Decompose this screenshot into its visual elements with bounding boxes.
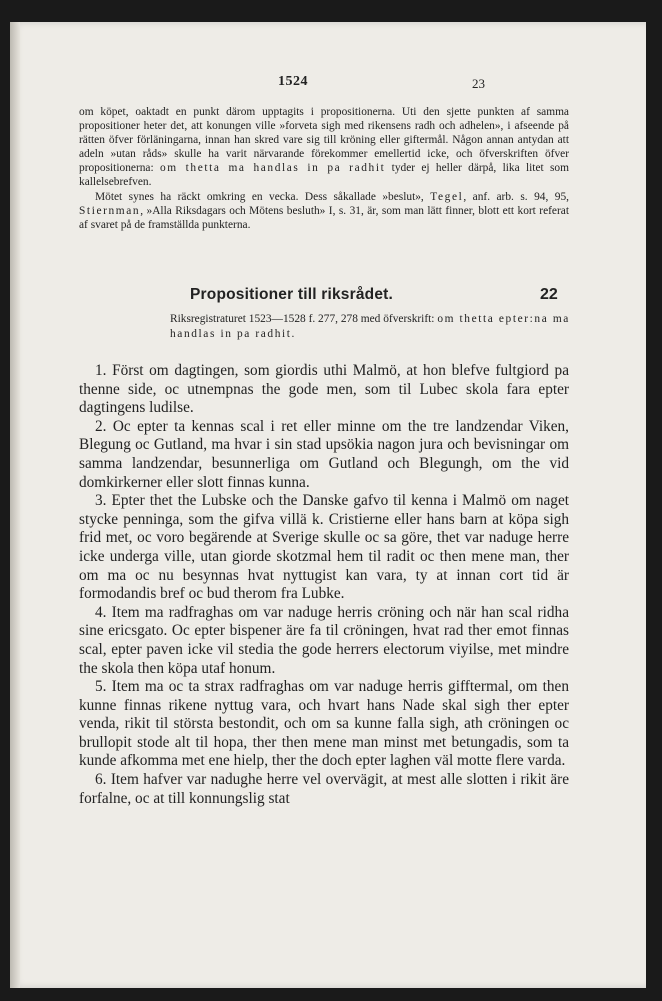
- section-number: 22: [540, 286, 558, 303]
- intro-paragraph-2: Mötet synes ha räckt omkring en vecka. Dess såkallade »beslut», Tegel, anf. arb. s. 94, 95, Stiernman, »Alla Riksdagars och Mötens besluth» I, s. 31, är, som man lätt finner, blott ett kort referat af svaret på de framställda punkterna.: [79, 190, 569, 231]
- page-number: 23: [472, 76, 485, 91]
- item-3: 3. Epter thet the Lubske och the Danske gafvo til kenna i Malmö om naget stycke penninga, som the gifva villä k. Cristierne eller hans barn at köpa sigh frid met, oc voro begärende at Sverige skulle oc sa göre, thet var naduge herre icke underga ville, utan giorde skotzmal hem til radit oc then mene man, ther om ma oc nu besynnas hvat nyttugist kan vara, ty at innan cort tid är formodandis bref oc bud therom fra Lubke.: [79, 492, 569, 603]
- item-2: 2. Oc epter ta kennas scal i ret eller minne om the tre landzendar Viken, Blegung oc Gutland, ma hvar i sin stad upsökia nagon jura och bevisningar om samma landzendar, besunnerliga om Gutland och Blegungh, om the vid domkirkerner eller slott finnas kunna.: [79, 417, 569, 491]
- source-spaced-quote: om thetta epter:na ma handlas in pa radhit.: [170, 313, 570, 340]
- book-page: [10, 22, 646, 988]
- page-spine-shadow: [10, 22, 20, 988]
- spaced-quote: om thetta ma handlas in pa radhit: [159, 162, 386, 175]
- item-5: 5. Item ma oc ta strax radfraghas om var naduge herris gifftermal, om then kunne finnas rikene nyttug vara, och hvart hans Nade skal sigh ther epter venda, rikit til största bestondit, och om sa kunne falla sigh, ath cröningen oc brullopit stode alt til hopa, ther then mene man minst met betungadis, som ta kunde afkomma met ene hielp, ther the doch epter laghen väl motte flere varda.: [79, 678, 569, 770]
- item-1: 1. Först om dagtingen, som giordis uthi Malmö, at hon blefve fultgiord pa thenne side, oc utnempnas the gode men, som til Lubec skola fara epter dagtingens ludilse.: [79, 362, 569, 417]
- document-body: [79, 362, 569, 808]
- intro-paragraph-1: om köpet, oaktadt en punkt därom upptagits i propositionerna. Uti den sjette punkten af samma propositioner heter det, att konungen ville »forveta sigh med rikensens radh och adhelen», i afseende på rätten öfver förläningarna, innan han skred vare sig till kröning eller giftermål. Någon annan antydan att adeln »utan råds» skulle ha varit närvarande förekommer emellertid icke, och öfverskriften öfver propositionerna: om thetta ma handlas in pa radhit tyder ej heller därpå, lika litet som kallelsebrefven.: [79, 106, 569, 189]
- source-note: Riksregistraturet 1523—1528 f. 277, 278 med öfverskrift: om thetta epter:na ma handlas in pa radhit.: [170, 313, 570, 340]
- item-6: 6. Item hafver var nadughe herre vel overvägit, at mest alle slotten i rikit äre forfalne, oc at till konnungslig stat: [79, 771, 569, 807]
- item-4: 4. Item ma radfraghas om var naduge herris cröning och när han scal ridha sine ericsgato. Oc epter bispener äre fa til cröningen, hvat rad ther emot finnas scal, epter paven icke vil stedia the gode herrers electorum viyilse, met mindre the skola then köpa utaf honum.: [79, 603, 569, 677]
- section-title: Propositioner till riksrådet.: [190, 286, 394, 303]
- running-head-year: 1524: [278, 74, 308, 89]
- intro-commentary: [79, 105, 569, 232]
- author-tegel: Tegel: [430, 190, 464, 203]
- author-stiernman: Stiernman: [79, 204, 141, 217]
- page-header: [10, 74, 646, 94]
